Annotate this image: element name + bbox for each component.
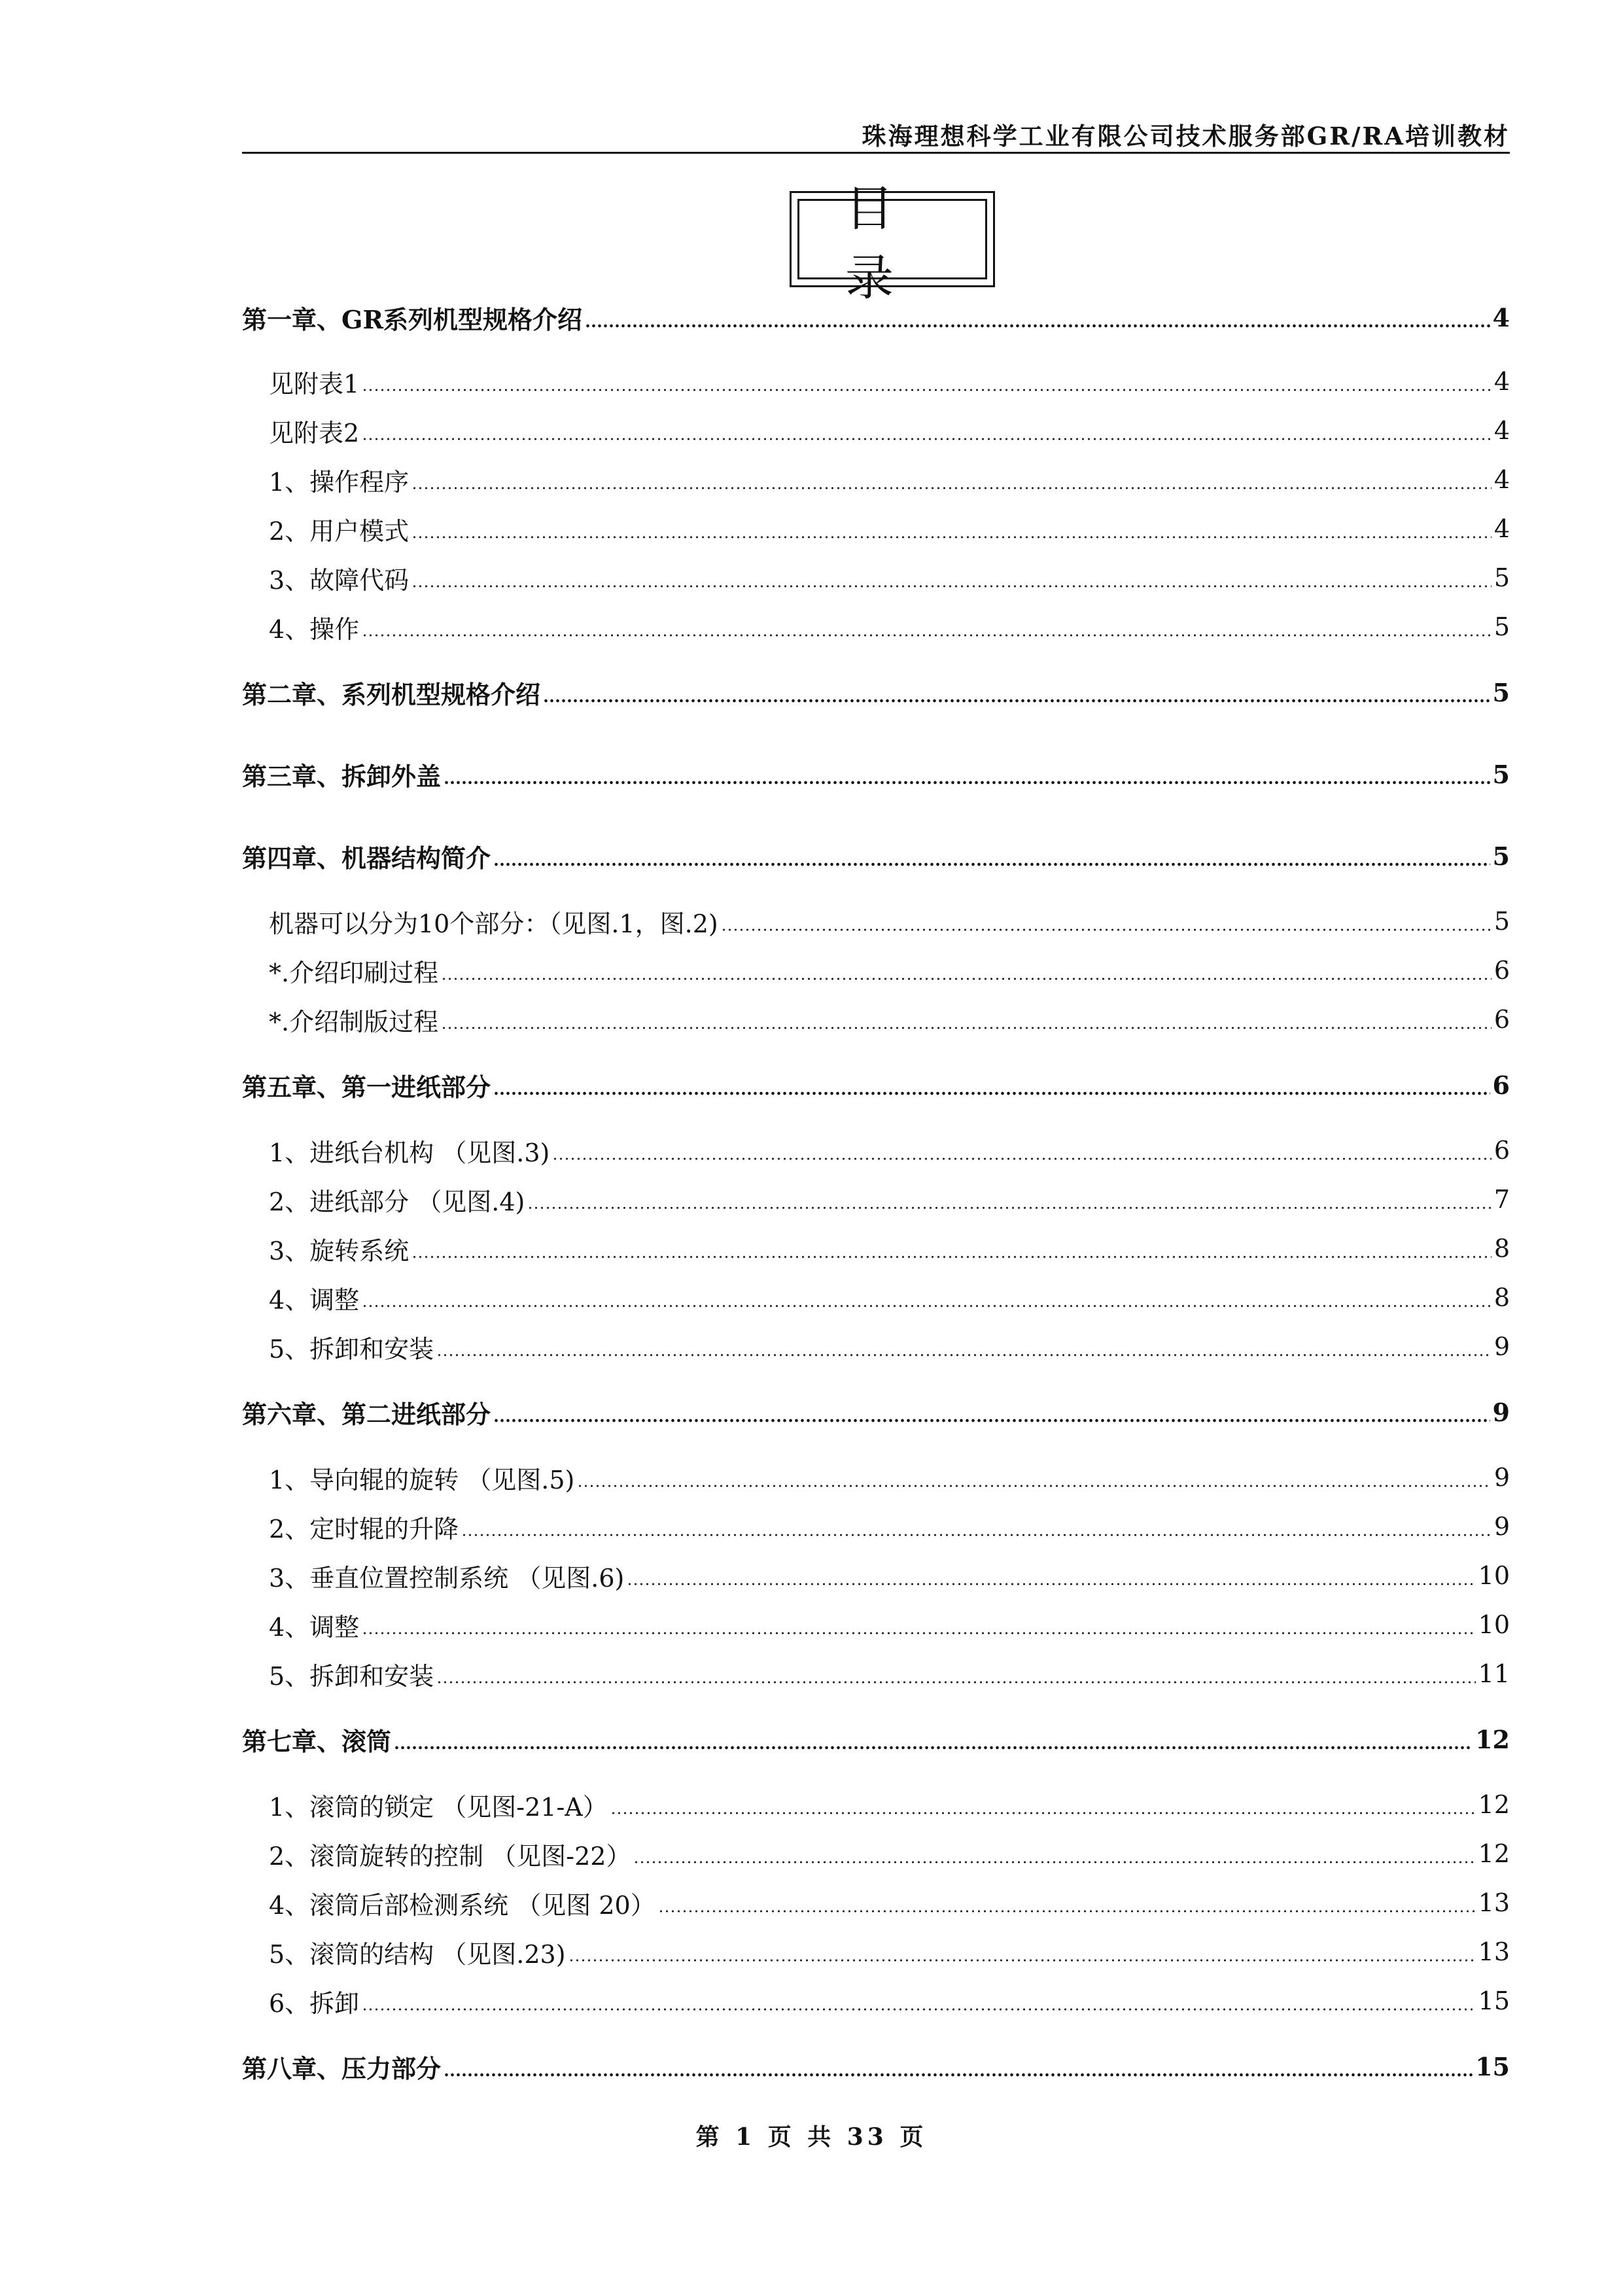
toc-entry-label: 2、用户模式 <box>269 516 410 546</box>
toc-entry-page: 12 <box>1478 1839 1510 1868</box>
toc-entry-label: 第六章、第二进纸部分 <box>242 1399 491 1429</box>
toc-entry-page: 4 <box>1492 302 1510 332</box>
toc-dot-leader <box>493 1419 1490 1422</box>
toc-dot-leader <box>633 1860 1475 1864</box>
toc-dot-leader <box>610 1811 1476 1815</box>
toc-entry-label: 5、拆卸和安装 <box>269 1334 434 1364</box>
toc-dot-leader <box>362 1631 1475 1635</box>
toc-section-entry[interactable] <box>242 1175 1510 1224</box>
toc-entry-page: 7 <box>1493 1185 1510 1214</box>
toc-dot-leader <box>411 584 1492 588</box>
toc-dot-leader <box>441 1026 1492 1030</box>
toc-entry-label: 1、操作程序 <box>269 467 410 497</box>
toc-entry-page: 9 <box>1493 1512 1510 1541</box>
toc-entry-label: 3、垂直位置控制系统 （见图.6) <box>269 1563 625 1593</box>
toc-dot-leader <box>493 1091 1490 1095</box>
toc-section-entry[interactable] <box>242 1829 1510 1878</box>
toc-dot-leader <box>411 486 1492 490</box>
toc-entry-label: *.介绍制版过程 <box>269 1007 439 1036</box>
toc-section-entry[interactable] <box>242 357 1510 406</box>
toc-entry-page: 15 <box>1478 1987 1510 2015</box>
toc-entry-page: 6 <box>1493 956 1510 985</box>
toc-entry-page: 5 <box>1492 759 1510 789</box>
toc-dot-leader <box>436 1680 1475 1684</box>
toc-section-entry[interactable] <box>242 504 1510 553</box>
toc-entry-page: 5 <box>1493 612 1510 641</box>
page-header: 珠海理想科学工业有限公司技术服务部GR/RA培训教材 <box>862 122 1510 150</box>
toc-dot-leader <box>362 388 1492 392</box>
toc-entry-page: 6 <box>1493 1005 1510 1034</box>
toc-chapter-entry[interactable] <box>242 1388 1510 1436</box>
toc-section-entry[interactable] <box>242 1224 1510 1273</box>
toc-entry-page: 12 <box>1478 1790 1510 1819</box>
toc-entry-label: *.介绍印刷过程 <box>269 958 439 987</box>
toc-chapter-entry[interactable] <box>242 2042 1510 2091</box>
toc-entry-page: 4 <box>1493 367 1510 396</box>
toc-entry-page: 12 <box>1475 1724 1510 1754</box>
toc-dot-leader <box>362 437 1492 441</box>
toc-dot-leader <box>436 1353 1492 1357</box>
toc-section-entry[interactable] <box>242 1126 1510 1174</box>
toc-entry-page: 9 <box>1493 1463 1510 1492</box>
toc-dot-leader <box>577 1484 1491 1488</box>
toc-entry-page: 10 <box>1478 1561 1510 1590</box>
toc-entry-page: 5 <box>1492 841 1510 871</box>
toc-dot-leader <box>362 1304 1492 1308</box>
toc-section-entry[interactable] <box>242 1780 1510 1829</box>
toc-entry-page: 13 <box>1478 1888 1510 1917</box>
toc-dot-leader <box>461 1533 1492 1537</box>
toc-entry-label: 1、导向辊的旋转 （见图.5) <box>269 1465 575 1494</box>
toc-entry-label: 4、操作 <box>269 614 360 644</box>
toc-entry-page: 8 <box>1493 1234 1510 1263</box>
toc-dot-leader <box>362 2007 1475 2011</box>
toc-chapter-entry[interactable] <box>242 832 1510 880</box>
toc-entry-page: 9 <box>1493 1332 1510 1361</box>
toc-entry-page: 5 <box>1492 677 1510 707</box>
toc-entry-label: 第二章、系列机型规格介绍 <box>242 679 541 709</box>
toc-entry-page: 9 <box>1492 1397 1510 1427</box>
toc-entry-label: 见附表1 <box>269 369 360 398</box>
toc-entry-label: 4、调整 <box>269 1612 360 1642</box>
toc-entry-page: 4 <box>1493 514 1510 543</box>
toc-dot-leader <box>493 862 1490 866</box>
toc-dot-leader <box>585 324 1490 328</box>
toc-entry-label: 4、滚筒后部检测系统 （见图 20） <box>269 1890 655 1920</box>
toc-section-entry[interactable] <box>242 455 1510 504</box>
toc-entry-label: 5、拆卸和安装 <box>269 1661 434 1691</box>
toc-section-entry[interactable] <box>242 1502 1510 1551</box>
toc-dot-leader <box>721 928 1492 932</box>
toc-entry-page: 4 <box>1493 465 1510 494</box>
toc-dot-leader <box>527 1206 1491 1210</box>
toc-entry-label: 3、旋转系统 <box>269 1236 410 1265</box>
title-inner-frame <box>797 180 987 306</box>
toc-dot-leader <box>411 1255 1492 1259</box>
toc-dot-leader <box>568 1958 1476 1962</box>
toc-section-entry[interactable] <box>242 554 1510 602</box>
toc-dot-leader <box>441 977 1492 981</box>
toc-entry-label: 6、拆卸 <box>269 1988 360 2018</box>
toc-dot-leader <box>552 1157 1491 1161</box>
toc-chapter-entry[interactable] <box>242 1715 1510 1763</box>
title-frame <box>790 180 995 306</box>
toc-section-entry[interactable] <box>242 1322 1510 1371</box>
toc-section-entry[interactable] <box>242 1453 1510 1502</box>
toc-section-entry[interactable] <box>242 406 1510 455</box>
toc-entry-label: 3、故障代码 <box>269 565 410 595</box>
toc-dot-leader <box>362 633 1492 637</box>
toc-dot-leader <box>394 1746 1473 1750</box>
toc-dot-leader <box>444 781 1490 785</box>
toc-entry-page: 8 <box>1493 1283 1510 1312</box>
toc-entry-label: 第三章、拆卸外盖 <box>242 761 442 791</box>
toc-section-entry[interactable] <box>242 1650 1510 1698</box>
toc-chapter-entry[interactable] <box>242 1061 1510 1109</box>
toc-entry-page: 5 <box>1493 907 1510 936</box>
toc-entry-page: 10 <box>1478 1610 1510 1639</box>
toc-entry-label: 2、进纸部分 （见图.4) <box>269 1187 525 1216</box>
toc-entry-label: 第四章、机器结构简介 <box>242 843 491 873</box>
toc-dot-leader <box>543 699 1490 703</box>
page-footer: 第 1 页 共 33 页 <box>695 2123 928 2151</box>
toc-entry-page: 15 <box>1475 2051 1510 2081</box>
toc-section-entry[interactable] <box>242 946 1510 995</box>
toc-entry-label: 机器可以分为10个部分：（见图.1，图.2) <box>269 909 718 938</box>
toc-entry-label: 2、定时辊的升降 <box>269 1514 459 1544</box>
toc-entry-page: 11 <box>1478 1659 1510 1688</box>
toc-entry-page: 5 <box>1493 563 1510 592</box>
toc-section-entry[interactable] <box>242 897 1510 945</box>
toc-entry-label: 见附表2 <box>269 418 360 448</box>
toc-dot-leader <box>411 535 1492 539</box>
toc-entry-page: 6 <box>1493 1136 1510 1165</box>
toc-section-entry[interactable] <box>242 603 1510 651</box>
toc-entry-label: 第五章、第一进纸部分 <box>242 1072 491 1102</box>
toc-section-entry[interactable] <box>242 995 1510 1044</box>
toc-entry-label: 4、调整 <box>269 1285 360 1315</box>
toc-entry-label: 第八章、压力部分 <box>242 2053 442 2083</box>
toc-entry-label: 1、滚筒的锁定 （见图-21-A） <box>269 1792 608 1822</box>
toc-entry-page: 4 <box>1493 416 1510 445</box>
toc-section-entry[interactable] <box>242 1600 1510 1649</box>
toc-entry-label: 2、滚筒旋转的控制 （见图-22） <box>269 1841 631 1871</box>
toc-dot-leader <box>444 2073 1473 2077</box>
toc-entry-label: 第七章、滚筒 <box>242 1726 392 1756</box>
toc-section-entry[interactable] <box>242 1879 1510 1927</box>
toc-chapter-entry[interactable] <box>242 668 1510 716</box>
toc-section-entry[interactable] <box>242 1273 1510 1322</box>
toc-section-entry[interactable] <box>242 1977 1510 2025</box>
toc-entry-label: 5、滚筒的结构 （见图.23) <box>269 1939 566 1969</box>
page-title: 目 录 <box>845 180 939 306</box>
toc-entry-label: 第一章、GR系列机型规格介绍 <box>242 304 583 334</box>
toc-section-entry[interactable] <box>242 1551 1510 1600</box>
toc-chapter-entry[interactable] <box>242 293 1510 342</box>
toc-dot-leader <box>658 1909 1476 1913</box>
toc-dot-leader <box>627 1582 1475 1586</box>
toc-chapter-entry[interactable] <box>242 750 1510 798</box>
toc-section-entry[interactable] <box>242 1928 1510 1976</box>
toc-entry-label: 1、进纸台机构 （见图.3) <box>269 1138 550 1167</box>
header-divider <box>242 152 1510 154</box>
toc-entry-page: 13 <box>1478 1937 1510 1966</box>
toc-entry-page: 6 <box>1492 1070 1510 1100</box>
